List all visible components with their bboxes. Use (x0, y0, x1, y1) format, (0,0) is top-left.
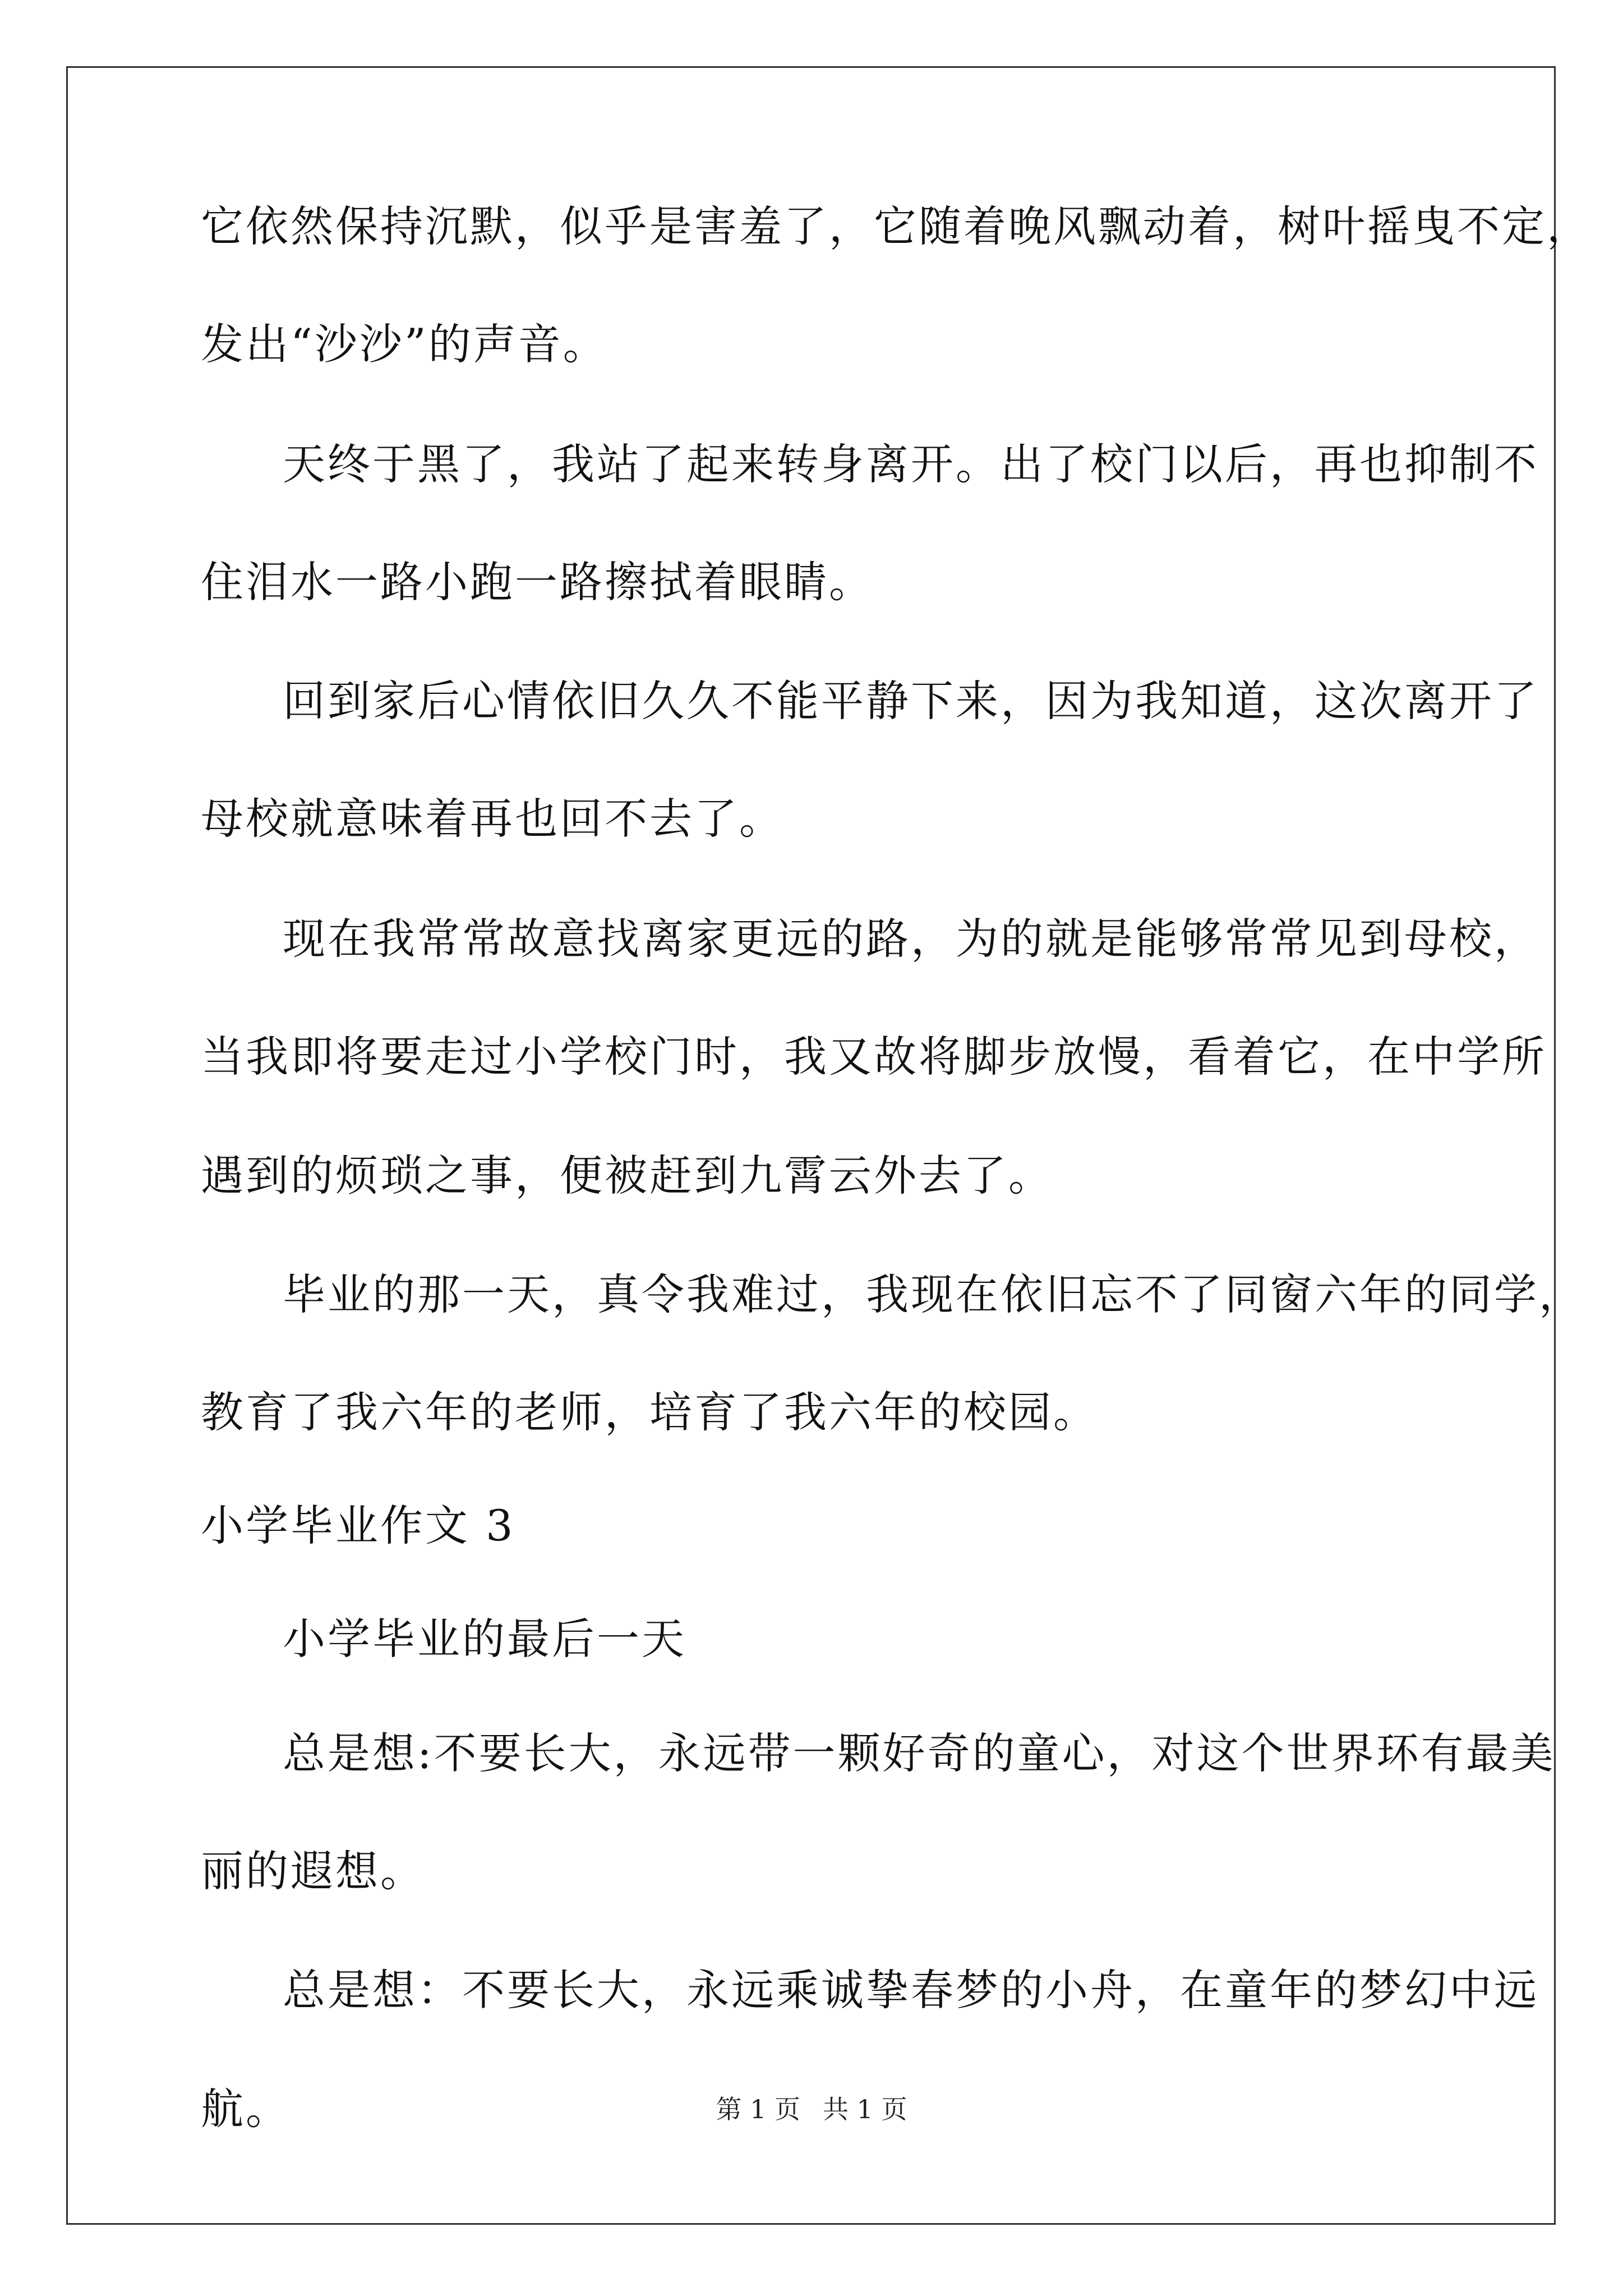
paragraph-line: 它依然保持沉默，似乎是害羞了，它随着晚风飘动着，树叶摇曳不定， (201, 201, 1592, 251)
paragraph-line: 总是想：不要长大，永远乘诚挚春梦的小舟，在童年的梦幻中远 (283, 1965, 1539, 2015)
paragraph-line: 发出“沙沙”的声音。 (201, 319, 608, 369)
paragraph-line: 母校就意味着再也回不去了。 (201, 794, 784, 844)
paragraph-line: 总是想:不要长大，永远带一颗好奇的童心，对这个世界环有最美 (283, 1728, 1556, 1778)
section-heading: 小学毕业作文 3 (201, 1501, 515, 1550)
paragraph-line: 教育了我六年的老师，培育了我六年的校园。 (201, 1387, 1098, 1437)
page-footer (0, 2092, 1623, 2126)
paragraph-line: 航。 (201, 2084, 291, 2134)
page-total: 共 1 页 (823, 2094, 907, 2124)
paragraph-line: 遇到的烦琐之事，便被赶到九霄云外去了。 (201, 1151, 1053, 1200)
paragraph-line: 毕业的那一天，真令我难过，我现在依旧忘不了同窗六年的同学， (283, 1269, 1584, 1319)
paragraph-line: 丽的遐想。 (201, 1846, 425, 1896)
paragraph-line: 现在我常常故意找离家更远的路，为的就是能够常常见到母校， (283, 914, 1539, 964)
paragraph-line: 回到家后心情依旧久久不能平静下来，因为我知道，这次离开了 (283, 676, 1539, 726)
paragraph-line: 当我即将要走过小学校门时，我又故将脚步放慢，看着它，在中学所 (201, 1032, 1547, 1082)
page-number: 第 1 页 (716, 2094, 800, 2124)
page-border (66, 66, 1556, 2225)
paragraph-line: 天终于黑了，我站了起来转身离开。出了校门以后，再也抑制不 (283, 439, 1539, 489)
paragraph-line: 住泪水一路小跑一路擦拭着眼睛。 (201, 557, 874, 607)
article-title: 小学毕业的最后一天 (283, 1614, 686, 1664)
